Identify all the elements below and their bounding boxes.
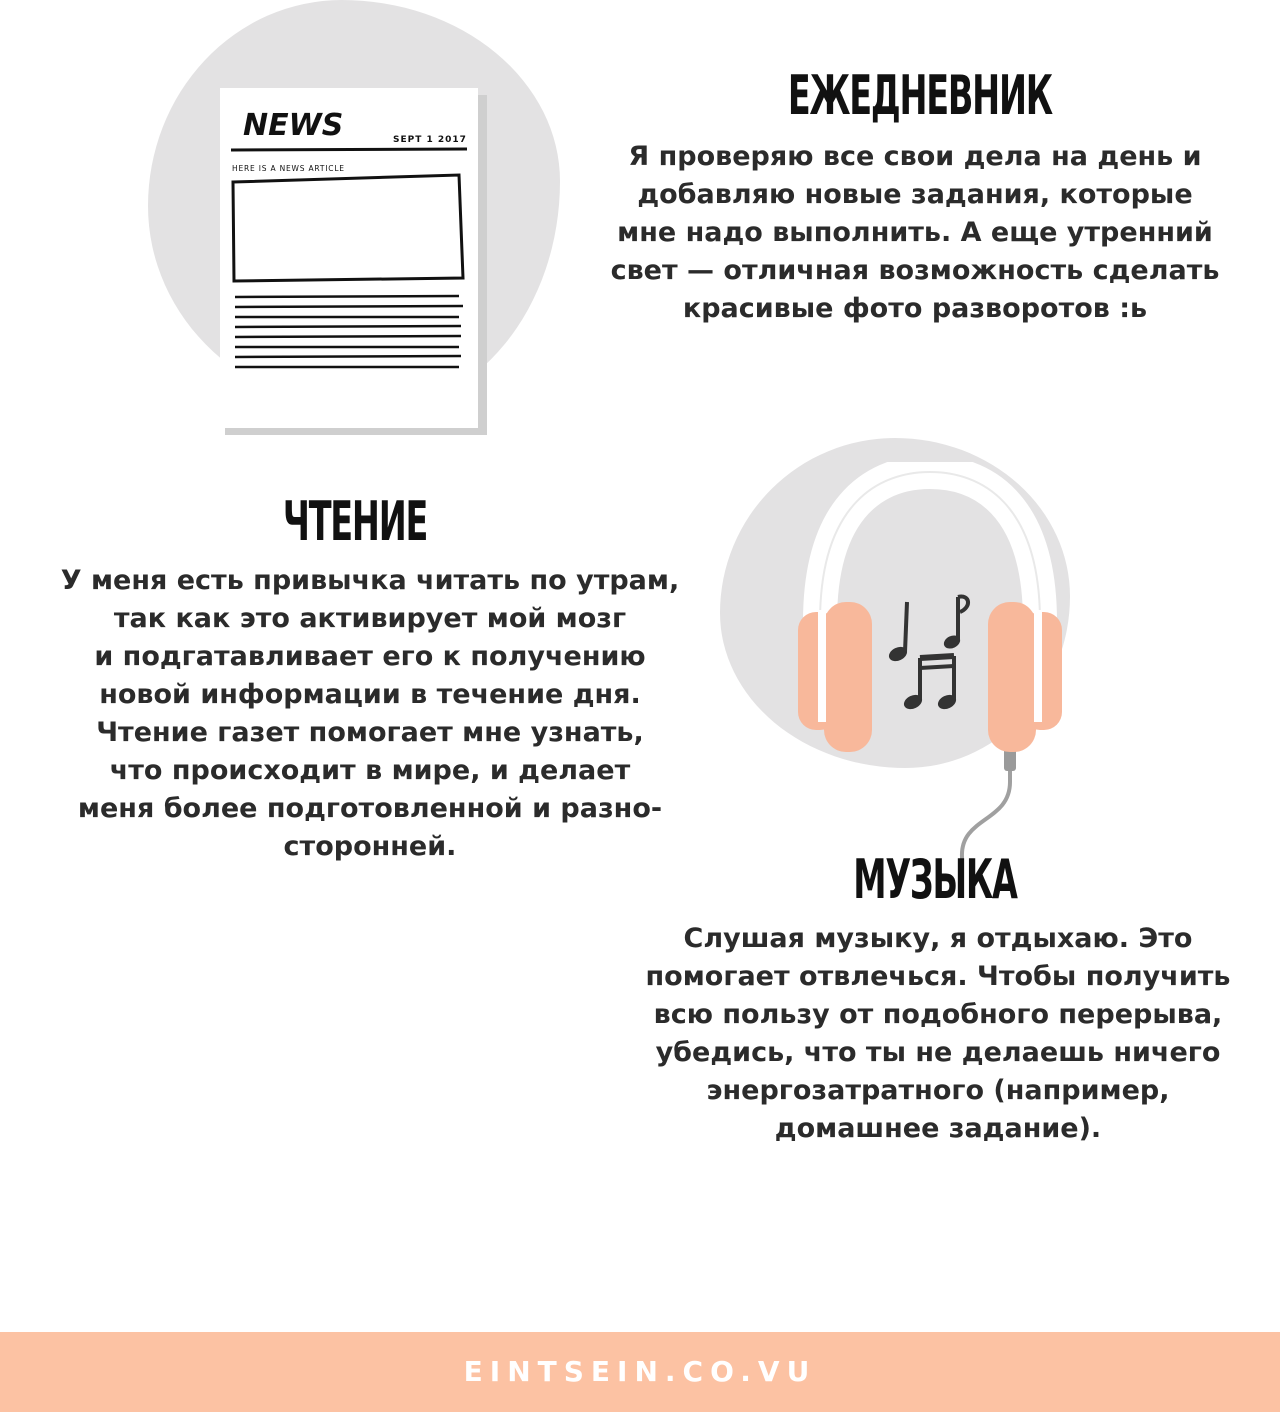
text-line: помогает отвлечься. Чтобы получить <box>645 961 1231 992</box>
text-line: новой информации в течение дня. <box>99 679 641 710</box>
newspaper-masthead: NEWS <box>243 108 344 143</box>
text-line: сторонней. <box>283 831 457 862</box>
reading-title: ЧТЕНИЕ <box>282 490 428 553</box>
text-line: убедись, что ты не делаешь ничего <box>655 1037 1221 1068</box>
text-line: мне надо выполнить. А еще утренний <box>617 217 1213 248</box>
text-line: У меня есть привычка читать по утрам, <box>60 565 680 596</box>
planner-description <box>575 138 1255 328</box>
music-title: МУЗЫКА <box>853 848 1017 911</box>
text-line: что происходит в мире, и делает <box>109 755 631 786</box>
newspaper-icon <box>215 85 495 440</box>
music-description <box>598 920 1278 1148</box>
music-notes-icon <box>887 597 968 712</box>
text-line: энергозатратного (например, <box>706 1075 1170 1106</box>
text-line: Слушая музыку, я отдыхаю. Это <box>683 923 1193 954</box>
footer-bar <box>0 1332 1280 1412</box>
text-line: и подгатавливает его к получению <box>94 641 646 672</box>
text-line: добавляю новые задания, которые <box>637 179 1193 210</box>
reading-description <box>20 562 720 866</box>
text-line: всю пользу от подобного перерыва, <box>653 999 1223 1030</box>
text-line: Я проверяю все свои дела на день и <box>628 141 1202 172</box>
newspaper-headline: HERE IS A NEWS ARTICLE <box>232 164 345 173</box>
text-line: свет — отличная возможность сделать <box>610 255 1220 286</box>
text-line: домашнее задание). <box>774 1113 1102 1144</box>
text-line: Чтение газет помогает мне узнать, <box>96 717 644 748</box>
planner-title: ЕЖЕДНЕВНИК <box>787 64 1052 127</box>
text-line: меня более подготовленной и разно- <box>77 793 663 824</box>
text-line: красивые фото разворотов :ь <box>682 293 1148 324</box>
headphones-icon <box>790 462 1070 882</box>
newspaper-date: SEPT 1 2017 <box>393 135 467 145</box>
text-line: так как это активирует мой мозг <box>113 603 627 634</box>
footer-site-link[interactable]: EINTSEIN.CO.VU <box>463 1355 817 1388</box>
